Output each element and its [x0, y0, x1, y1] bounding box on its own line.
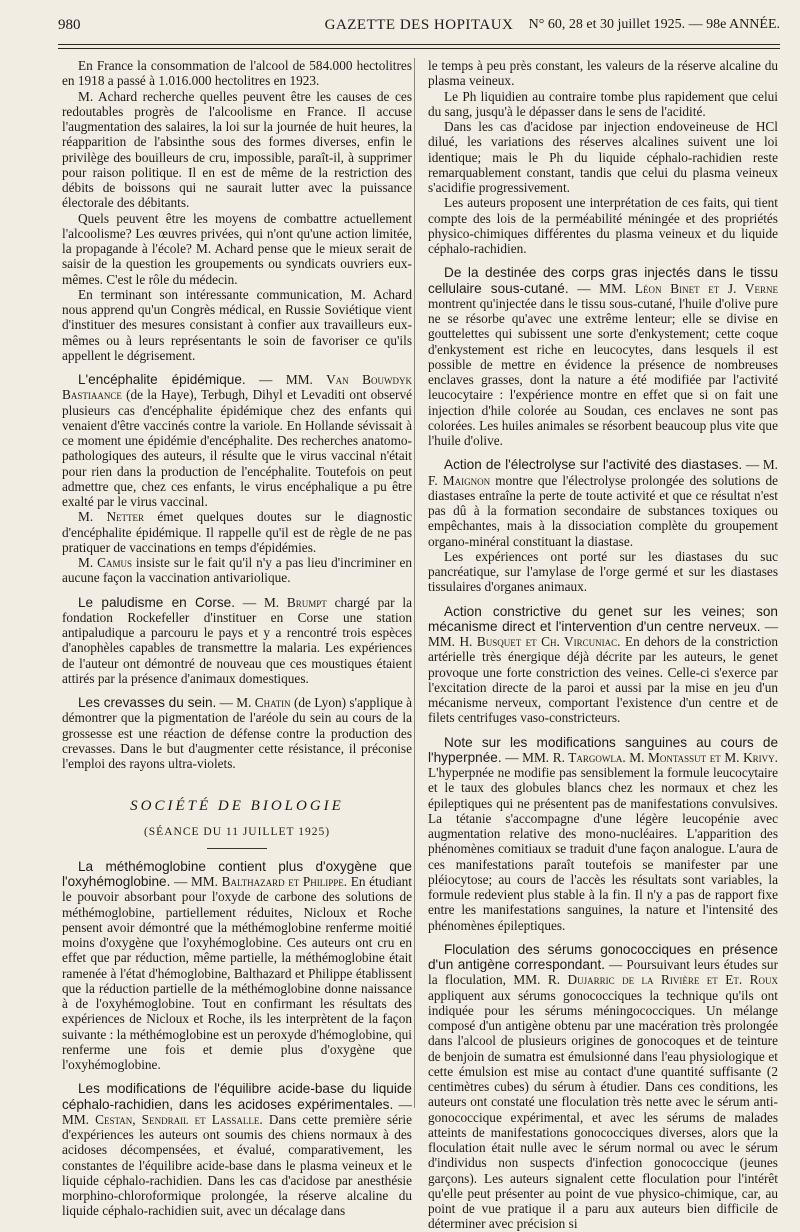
section-text: En dehors de la constriction artérielle très énergique déjà décrite par les auteurs, le genet provoque une forte constriction des veines. Celle-ci s'exerce par l'excitation directe de la paroi et aussi par la mise en jeu d'un mécanisme nerveux, comportant l'existence d'un centre et de filets centrifuges vaso-constricteurs.: [428, 634, 779, 726]
paragraph: Les auteurs proposent une interprétation de ces faits, qui tient compte des lois de la perméabilité méningée et des propriétés physico-chimiques différentes du plasma veineux et du liquide céphalo-rachidien.: [428, 195, 778, 256]
section-text: En étudiant le pouvoir absorbant pour l'oxyde de carbone des solutions de méthémoglobine, partiellement réduites, Nicloux et Roche pensent avoir démontré que la méthémoglobine renferme moitié moins d'oxygène que l'oxyhémoglobine. Ces auteurs ont cru en effet que par réduction, même partielle, la méthémoglobine était ramenée à l'état d'hémoglobine, Balthazard et Philippe établissent que la réduction partielle de la méthémoglobine donne naissance à de l'oxyhémoglobine. Tout en confirmant les résultats des expériences de Nicloux et Roche, ils les interprètent de la façon suivante : la méthémoglobine est un peroxyde d'hémoglobine, qui renferme une fois et demie plus d'oxygène que l'oxyhémoglobine.: [62, 874, 412, 1072]
section-text: L'hyperpnée ne modifie pas sensiblement la formule leucocytaire et le taux des globules blancs chez les normaux et chez les épileptiques qui ne présentent pas de manifestations convulsives. La tétanie s'accompagne d'une légère leucopénie avec augmentation relative des mono-nucléaires. L'apparition des phénomènes comitiaux se traduit d'une façon analogue. L'aura de ces manifestations paraît toutefois se manifester par une pléiocytose; au cours de l'accès les résultats sont variables, la formule redevient plus stable à la fin. Il n'y a pas de rapport fixe entre les manifestations sanguines, la nature et l'intensité des phénomènes épileptiques.: [428, 765, 778, 933]
section-paludisme: Le paludisme en Corse. — M. Brumpt chargé par la fondation Rockefeller d'instituer en Corse une station antipaludique a parcouru le pays et y a rencontré trois espèces d'anophèles capables de transmettre la malaria. Les expériences de l'auteur ont démontré de nouveau que ces moustiques étaient attirés par la présence d'animaux domestiques.: [62, 594, 412, 686]
section-hyperpnee: Note sur les modifications sanguines au cours de l'hyperpnée. — MM. R. Targowla. M. Montassut et M. Krivy. L'hyperpnée ne modifie pas sensiblement la formule leucocytaire et le taux des globules blancs chez les normaux et chez les épileptiques qui ne présentent pas de manifestations convulsives. La tétanie s'accompagne d'une légère leucopénie avec augmentation relative des mono-nucléaires. L'apparition des phénomènes comitiaux se traduit d'une façon analogue. L'aura de ces manifestations paraît toutefois se manifester par une pléiocytose; au cours de l'accès les résultats sont variables, la formule redevient plus stable à la fin. Il n'y a pas de rapport fixe entre les manifestations sanguines, la nature et l'intensité des phénomènes épileptiques.: [428, 734, 778, 933]
section-corps-gras: De la destinée des corps gras injectés dans le tissu cellulaire sous-cutané. — MM. Léon Binet et J. Verne montrent qu'injectée dans le tissu sous-cutané, l'huile d'olive pure ne se résorbe qu'avec une extrême lenteur; elle se divise en gouttelettes qui subissent une sorte d'enkystement; cette coque d'enkystement est riche en leucocytes, dans lesquels il est possible de mettre en évidence la présence de nombreuses enclaves grasses, dont la nature a été modifiée par l'activité leucocytaire : l'expérience montre en effet que si on fait une injection d'hile colorée au Soudan, ces enclaves ne sont pas colorées. Les huiles animales se résorbent beaucoup plus vite que l'huile d'olive.: [428, 265, 778, 448]
section-text: appliquent aux sérums gonococciques la technique qu'ils ont indiquée pour les sérums méningococciques. Un mélange composé d'un antigène obtenu par une macération très prolongée dans l'alcool de plusieurs origines de gonocoques et de teinture de benjoin de sumatra est émulsionné dans l'eau physiologique et cette émulsion est mise au contact d'une quantité suffisante (2 centimètres cubes) du sérum à étudier. Dans ces conditions, les auteurs ont constaté une floculation très nette avec le sérum anti-gonococcique expérimental, et avec les sérums de malades atteints de manifestations gonococciques diverses, alors que la floculation était nulle avec le sérum normal ou avec le sérum d'individus non suspects d'infection gonococcique (jeunes garçons). Les auteurs signalent cette floculation pour l'intérêt qu'elle peut présenter au point de vue physico-chimique, car, au point de vue pratique il a paru aux auteurs bien difficile de déterminer avec précision si: [428, 987, 778, 1232]
section-encephalite: L'encéphalite épidémique. — MM. Van Bouwdyk Bastiaance (de la Haye), Terbugh, Dihyl et Levaditi ont observé plusieurs cas d'encéphalite épidémique chez des enfants qui venaient d'être vaccinés contre la variole. En Hollande sévissait à ce moment une épidémie d'encéphalite. Des recherches anatomo-pathologiques des auteurs, il résulte que le virus vaccinal n'était pour rien dans la production de l'encéphalite. Toutefois on peut admettre que, chez ces enfants, le virus encéphalique a pu être exalté par le virus vaccinal.: [62, 372, 413, 509]
paragraph: M. Camus insiste sur le fait qu'il n'y a pas lieu d'incriminer en aucune façon la vaccination antivariolique.: [62, 555, 413, 586]
section-title: Action constrictive du genet sur les veines; son mécanisme direct et l'intervention d'un centre nerveux.: [428, 603, 778, 634]
section-text: chargé par la fondation Rockefeller d'instituer en Corse une station antipaludique a parcouru le pays et y a rencontré trois espèces d'anophèles capables de transmettre la malaria. Les expériences de l'auteur ont démontré de nouveau que ces moustiques étaient attirés par la présence d'animaux domestiques.: [62, 594, 412, 686]
separator-rule: [207, 848, 267, 849]
section-title: L'encéphalite épidémique.: [78, 372, 246, 387]
section-title: Le paludisme en Corse.: [78, 594, 236, 610]
authors: R. Dujarric de la Rivière et Et. Roux: [547, 972, 778, 988]
journal-title: GAZETTE DES HOPITAUX: [324, 17, 514, 33]
section-title: La méthémoglobine contient plus d'oxygène que l'oxyhémoglobine.: [62, 858, 412, 889]
section-crevasses: Les crevasses du sein. — M. Chatin (de Lyon) s'applique à démontrer que la pigmentation de l'aréole du sein au cours de la grossesse est une réaction de défense contre la production des crevasses. Dans le but d'augmenter cette résistance, il préconise l'emploi des rayons ultra-violets.: [62, 695, 412, 771]
section-methemoglobine: La méthémoglobine contient plus d'oxygène que l'oxyhémoglobine. — MM. Balthazard et Philippe. En étudiant le pouvoir absorbant pour l'oxyde de carbone des solutions de méthémoglobine, partiellement réduites, Nicloux et Roche pensent avoir démontré que la méthémoglobine renferme moitié moins d'oxygène que l'oxyhémoglobine. Ces auteurs ont cru en effet que par réduction, même partielle, la méthémoglobine était ramenée à l'état d'hémoglobine, Balthazard et Philippe établissent que la réduction partielle de la méthémoglobine donne naissance à de l'oxyhémoglobine. Tout en confirmant les résultats des expériences de Nicloux et Roche, ils les interprètent de la façon suivante : la méthémoglobine est un peroxyde d'hémoglobine, qui renferme une fois et demie plus d'oxygène que l'oxyhémoglobine.: [62, 858, 412, 1072]
section-title: De la destinée des corps gras injectés dans le tissu cellulaire sous-cutané.: [428, 265, 778, 296]
authors: MM. Van Bouwdyk Bastiaance: [62, 372, 413, 403]
page-number: 980: [58, 17, 81, 33]
paragraph: En terminant son intéressante communication, M. Achard nous apprend qu'un Congrès médical, en Russie Soviétique vient d'instituer des mesures consistant à confier aux travailleurs eux-mêmes ou à leurs représentants le soin de favoriser ce qu'ils appellent le dégrisement.: [62, 286, 412, 363]
section-electrolyse: Action de l'électrolyse sur l'activité des diastases. — M. F. Maignon montre que l'électrolyse prolongée des solutions de diastases entraîne la perte de toute activité et que ce résultat n'est pas dû à la formation secondaire de substances toxiques ou empêchantes, mais à la dissociation complète du groupement organo-minéral constituant la diastase.: [428, 457, 778, 549]
author: M. Chatin: [236, 695, 291, 710]
section-text: (de la Haye), Terbugh, Dihyl et Levaditi ont observé plusieurs cas d'encéphalite épidémique chez des enfants qui venaient d'être vaccinés contre la variole. En Hollande sévissait à ce moment une épidémie d'encéphalite. Des recherches anatomo-pathologiques des auteurs, il résulte que le virus vaccinal n'était pour rien dans la production de l'encéphalite. Toutefois on peut admettre que, chez ces enfants, le virus encéphalique a pu être exalté par le virus vaccinal.: [62, 387, 412, 509]
section-text: montre que l'électrolyse prolongée des solutions de diastases entraîne la perte de toute activité et que ce résultat n'est pas dû à la formation secondaire de substances toxiques ou empêchantes, mais à la dissociation complète du groupement organo-minéral constituant la diastase.: [428, 472, 778, 549]
paragraph: Le Ph liquidien au contraire tombe plus rapidement que celui du sang, jusqu'à le dépasser dans le sens de l'acidité.: [428, 88, 778, 119]
society-title: SOCIÉTÉ DE BIOLOGIE: [130, 798, 344, 815]
author: Camus: [97, 555, 132, 570]
authors: MM. Balthazard et Philippe.: [190, 874, 348, 889]
section-text: Dans cette première série d'expériences les auteurs ont soumis des chiens normaux à des acidoses décompensées, et évalué, comparativement, les constantes de l'équilibre acide-base dans le plasma veineux et le liquide céphalo-rachidien. Dans les cas d'acidose par anesthésie morphino-chloroformique prolongée, la réserve alcaline du liquide céphalo-rachidien suit, avec un décalage dans: [62, 1111, 412, 1219]
section-acide-base: Les modifications de l'équilibre acide-base du liquide céphalo-rachidien, dans les acidoses expérimentales. — MM. Cestan, Sendrail et Lassalle. Dans cette première série d'expériences les auteurs ont soumis des chiens normaux à des acidoses décompensées, et évalué, comparativement, les constantes de l'équilibre acide-base dans le plasma veineux et le liquide céphalo-rachidien. Dans les cas d'acidose par anesthésie morphino-chloroformique prolongée, la réserve alcaline du liquide céphalo-rachidien suit, avec un décalage dans: [62, 1081, 412, 1219]
authors: MM. Léon Binet et J. Verne: [599, 280, 778, 296]
page-header: [58, 14, 780, 44]
paragraph: M. Netter émet quelques doutes sur le diagnostic d'encéphalite épidémique. Il rappelle qu'il est de règle de ne pas pratiquer de vaccinations en temps d'épidémies.: [62, 509, 413, 555]
authors: MM. Cestan, Sendrail et Lassalle.: [62, 1111, 263, 1127]
section-title: Les modifications de l'équilibre acide-base du liquide céphalo-rachidien, dans les acidoses expérimentales.: [62, 1081, 412, 1112]
section-title: Les crevasses du sein.: [78, 695, 217, 710]
paragraph: Dans les cas d'acidose par injection endoveineuse de HCl dilué, les variations des réserves alcalines suivent une loi identique; mais le Ph du liquide céphalo-rachidien reste remarquablement constant, tandis que celui du plasma veineux s'acidifie progressivement.: [428, 119, 778, 195]
author: M. F. Maignon: [428, 457, 778, 488]
author: Netter: [106, 509, 145, 525]
authors: MM. R. Targowla. M. Montassut et M. Krivy.: [522, 749, 778, 765]
paragraph: En France la consommation de l'alcool de 584.000 hectolitres en 1918 a passé à 1.016.000 hectolitres en 1923.: [62, 58, 412, 89]
paragraph: M. Achard recherche quelles peuvent être les causes de ces redoutables progrès de l'alcoolisme en France. Il accuse l'augmentation des salaires, la loi sur la journée de huit heures, la réapparition de l'absinthe sous des formes diverses, enfin le privilège des bouilleurs de cru, impossible, paraît-il, à supprimer pour raison politique. Il en est de même de la restriction des débits de boissons qui ne saurait lutter avec la puissance électorale des débitants.: [62, 88, 412, 211]
section-genet: Action constrictive du genet sur les veines; son mécanisme direct et l'intervention d'un centre nerveux. — MM. H. Busquet et Ch. Vircuniac. En dehors de la constriction artérielle très énergique déjà décrite par les auteurs, le genet provoque une forte constriction des veines. Celle-ci s'exerce par l'excitation directe de la paroi et aussi par la mise en jeu d'un mécanisme nerveux, comportant l'existence d'un centre et de filets centrifuges vaso-constricteurs.: [428, 603, 779, 726]
header-rule-thin: [58, 48, 780, 49]
issue-info: N° 60, 28 et 30 juillet 1925. — 98e ANNÉE.: [528, 17, 780, 32]
paragraph: le temps à peu près constant, les valeurs de la réserve alcaline du plasma veineux.: [428, 58, 778, 89]
header-rule: [58, 44, 780, 45]
paragraph: Quels peuvent être les moyens de combattre actuellement l'alcoolisme? Les œuvres privées, qui n'ont qu'une action limitée, la propagande à l'école? M. Achard pense que le mieux serait de saisir de la question les groupements ou syndicats ouvriers eux-mêmes. C'est le rôle du médecin.: [62, 210, 412, 287]
authors: MM. H. Busquet et Ch. Vircuniac.: [428, 634, 621, 649]
section-title: Note sur les modifications sanguines au cours de l'hyperpnée.: [428, 734, 778, 765]
column-divider: [414, 58, 415, 1108]
author: M. Brumpt: [263, 594, 327, 610]
section-text: (de Lyon) s'applique à démontrer que la pigmentation de l'aréole du sein au cours de la grossesse est une réaction de défense contre la production des crevasses. Dans le but d'augmenter cette résistance, il préconise l'emploi des rayons ultra-violets.: [62, 695, 412, 771]
right-column: [428, 58, 778, 1232]
left-column: [62, 58, 412, 1219]
section-title: Action de l'électrolyse sur l'activité des diastases.: [444, 457, 743, 473]
session-date: (SÉANCE DU 11 JUILLET 1925): [143, 825, 331, 838]
section-text: montrent qu'injectée dans le tissu sous-cutané, l'huile d'olive pure ne se résorbe qu'avec une extrême lenteur; elle se divise en gouttelettes qui subissent une sorte d'enkystement; cette coque d'enkystement est riche en leucocytes, dans lesquels il est possible de mettre en évidence la présence de nombreuses enclaves grasses, dont la nature a été modifiée par l'activité leucocytaire : l'expérience montre en effet que si on fait une injection d'hile colorée au Soudan, ces enclaves ne sont pas colorées. Les huiles animales se résorbent beaucoup plus vite que l'huile d'olive.: [428, 295, 778, 448]
section-title: Floculation des sérums gonococciques en présence d'un antigène correspondant.: [428, 941, 778, 972]
section-floculation: Floculation des sérums gonococciques en présence d'un antigène correspondant. — Poursuivant leurs études sur la floculation, MM. R. Dujarric de la Rivière et Et. Roux appliquent aux sérums gonococciques la technique qu'ils ont indiquée pour les sérums méningococciques. Un mélange composé d'un antigène obtenu par une macération très prolongée dans l'alcool de plusieurs origines de gonocoques et de teinture de benjoin de sumatra est émulsionné dans l'eau physiologique et cette émulsion est mise au contact d'une quantité suffisante (2 centimètres cubes) du sérum à étudier. Dans ces conditions, les auteurs ont constaté une floculation très nette avec le sérum anti-gonococcique expérimental, et avec les sérums de malades atteints de manifestations gonococciques diverses, alors que la floculation était nulle avec le sérum normal ou avec le sérum d'individus non suspects d'infection gonococcique (jeunes garçons). Les auteurs signalent cette floculation pour l'intérêt qu'elle peut présenter au point de vue physico-chimique, car, au point de vue pratique il a paru aux auteurs bien difficile de déterminer avec précision si: [428, 941, 779, 1232]
paragraph: Les expériences ont porté sur les diastases du suc pancréatique, sur l'amylase de l'orge germé et sur les diastases tissulaires d'organes animaux.: [428, 548, 778, 595]
